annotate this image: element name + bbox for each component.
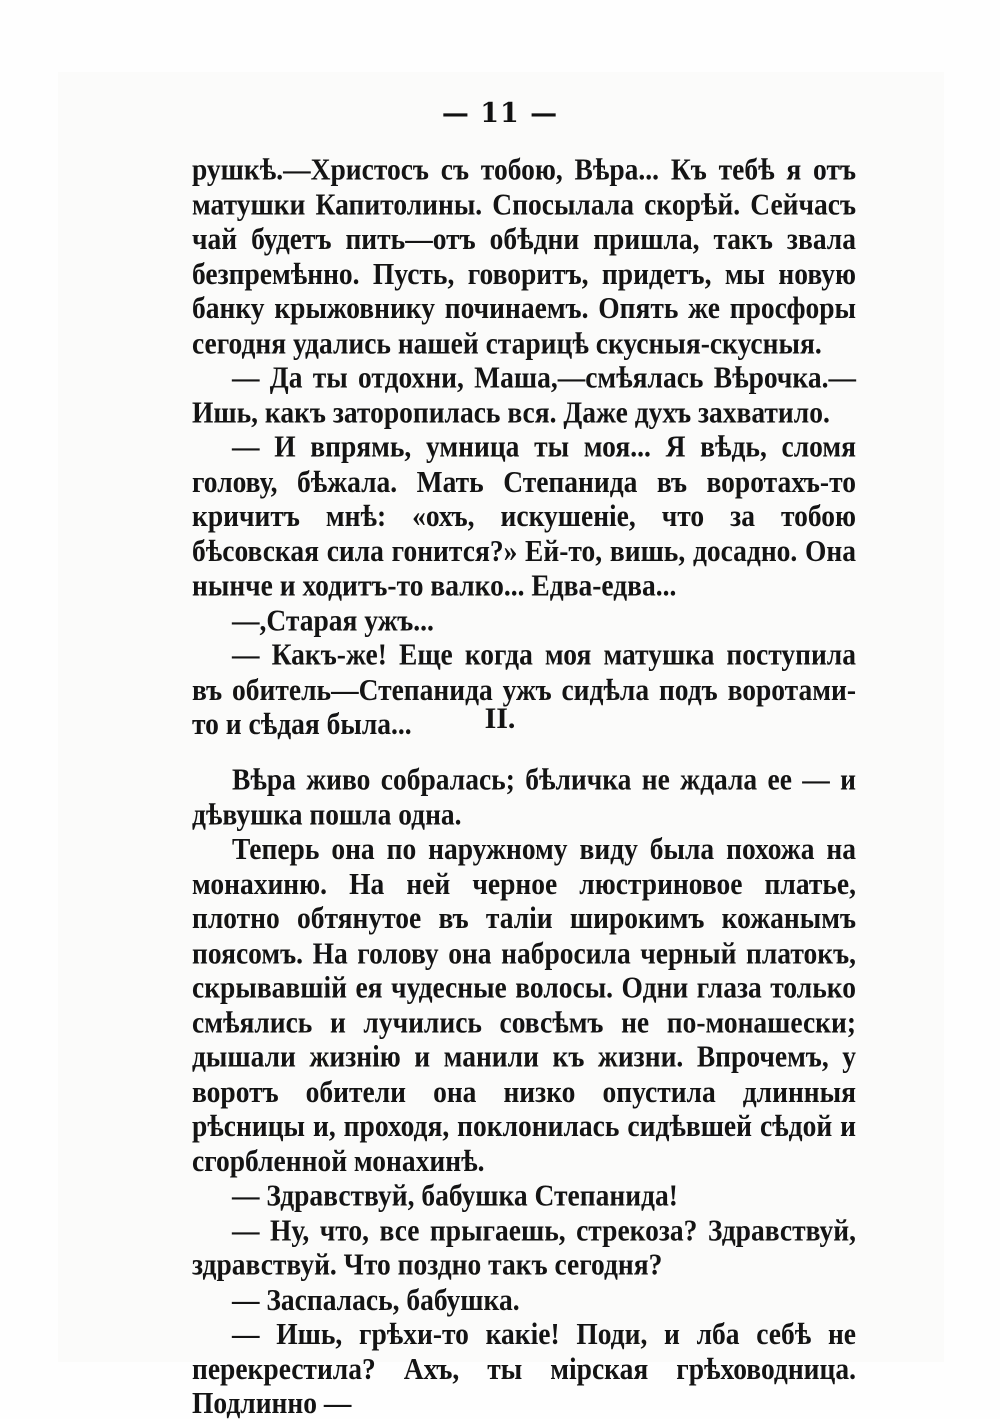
paragraph-continued: рушкѣ.—Христосъ съ тобою, Вѣра... Къ тебѣ я отъ матушки Капитолины. Спосылала скорѣй. Сейчасъ чай будетъ пить—отъ обѣдни пришла, такъ звала безпремѣнно. Пусть, говоритъ, придетъ, мы новую банку крыжовнику починаемъ. Опять же просфоры сегодня удались нашей старицѣ скусныя-скусныя. bbox=[192, 152, 856, 360]
paragraph: — Здравствуй, бабушка Степанида! bbox=[232, 1177, 678, 1212]
paragraph: — Ну, что, все прыгаешь, стрекоза? Здравствуй, здравствуй. Что поздно такъ сегодня? bbox=[192, 1212, 856, 1282]
paragraph: — Заспалась, бабушка. bbox=[232, 1281, 520, 1316]
text-block-part-two bbox=[192, 762, 856, 1420]
chapter-heading: II. bbox=[484, 702, 516, 735]
paragraph: — Какъ-же! Еще когда моя матушка поступила въ обитель—Степанида ужъ сидѣла подъ воротами-то и сѣдая была... bbox=[192, 637, 856, 741]
page-number: — 11 — bbox=[441, 98, 559, 129]
text-block-part-one bbox=[192, 152, 856, 741]
paragraph: Вѣра живо собралась; бѣличка не ждала ее — и дѣвушка пошла одна. bbox=[192, 762, 856, 831]
paragraph: — Ишь, грѣхи-то какіе! Поди, и лба себѣ не перекрестила? Ахъ, ты мірская грѣховодница. Подлинно — bbox=[192, 1316, 856, 1420]
paragraph: — И впрямь, умница ты моя... Я вѣдь, сломя голову, бѣжала. Мать Степанида въ воротахъ-то кричитъ мнѣ: «охъ, искушеніе, что за тобою бѣсовская сила гонится?» Ей-то, вишь, досадно. Она нынче и ходитъ-то валко... Едва-едва... bbox=[192, 429, 856, 602]
paragraph: Теперь она по наружному виду была похожа на монахиню. На ней черное люстриновое платье, плотно обтянутое въ таліи широкимъ кожанымъ поясомъ. На голову она набросила черный платокъ, скрывавшій ея чудесные волосы. Одни глаза только смѣялись и лучились совсѣмъ не по-монашески; дышали жизнію и манили къ жизни. Впрочемъ, у воротъ обители она низко опустила длинныя рѣсницы и, проходя, поклонилась сидѣвшей сѣдой и сгорбленной монахинѣ. bbox=[192, 831, 856, 1178]
paragraph: — Да ты отдохни, Маша,—смѣялась Вѣрочка.—Ишь, какъ заторопилась вся. Даже духъ захватило. bbox=[192, 359, 856, 429]
paragraph: —,Старая ужъ... bbox=[232, 602, 434, 637]
